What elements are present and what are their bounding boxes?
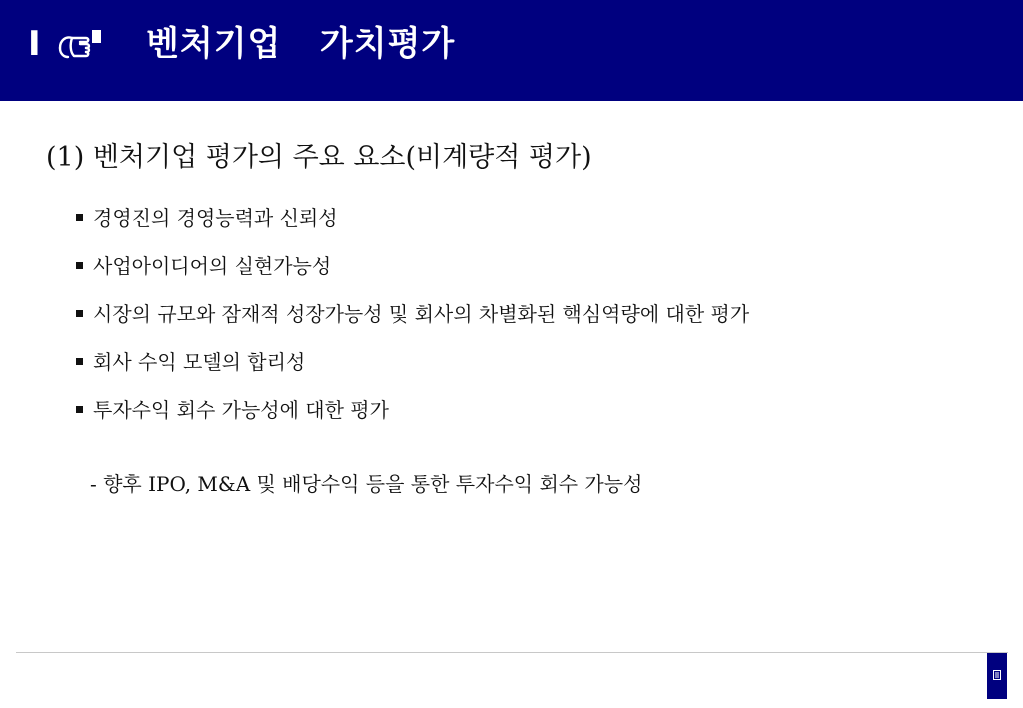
square-bullet-icon <box>76 358 83 365</box>
section-title: (1) 벤처기업 평가의 주요 요소(비계량적 평가) <box>46 142 592 173</box>
square-bullet-icon <box>76 262 83 269</box>
bullet-list <box>76 202 776 442</box>
list-item-text: 사업아이디어의 실현가능성 <box>93 254 332 278</box>
list-item <box>76 346 776 379</box>
pointing-hand-icon <box>56 26 104 64</box>
list-item <box>76 202 776 235</box>
square-bullet-icon <box>76 310 83 317</box>
page-marker <box>987 653 1007 699</box>
header-bar <box>0 0 1023 101</box>
list-item-text: 시장의 규모와 잠재적 성장가능성 및 회사의 차별화된 핵심역량에 대한 평가 <box>93 302 750 326</box>
sub-item: - 향후 IPO, M&A 및 배당수익 등을 통한 투자수익 회수 가능성 <box>90 472 643 496</box>
list-item-text: 투자수익 회수 가능성에 대한 평가 <box>93 398 389 422</box>
list-item <box>76 394 776 427</box>
list-item <box>76 250 776 283</box>
section-number: Ⅰ <box>28 24 41 64</box>
footer-divider <box>16 652 1008 653</box>
square-bullet-icon <box>76 214 83 221</box>
square-bullet-icon <box>76 406 83 413</box>
list-item <box>76 298 776 331</box>
page-marker-icon <box>993 670 1001 680</box>
page-title: 벤처기업 가치평가 <box>146 24 456 64</box>
list-item-text: 회사 수익 모델의 합리성 <box>93 350 306 374</box>
list-item-text: 경영진의 경영능력과 신뢰성 <box>93 206 338 230</box>
